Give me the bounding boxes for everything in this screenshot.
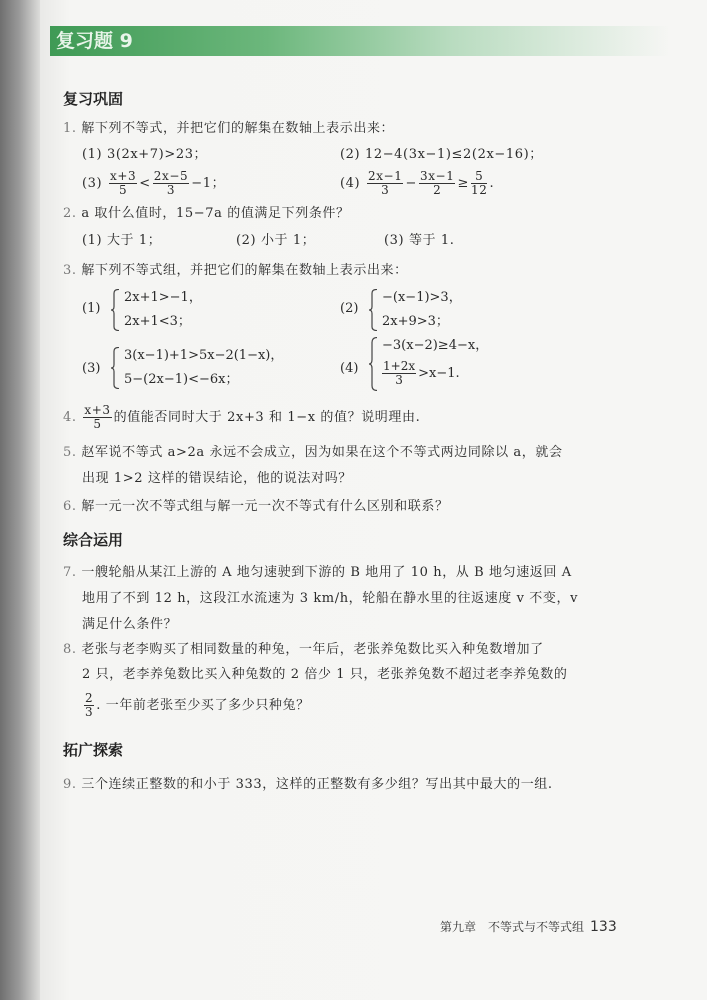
q3-part4-label: (4) <box>340 361 359 376</box>
numerator: 2x−1 <box>367 169 403 183</box>
fraction <box>382 360 416 387</box>
q7-line2: 地用了不到 12 h，这段江水流速为 3 km/h，轮船在静水里的往返速度 v 不变，v <box>82 591 579 606</box>
q7 <box>63 564 572 581</box>
q9 <box>63 776 553 793</box>
q3-part2-line1: −(x−1)>3， <box>382 290 462 305</box>
q3-part1-line2: 2x+1<3； <box>124 314 191 329</box>
q3-part4-line2 <box>380 360 460 387</box>
q-text: a 取什么值时，15−7a 的值满足下列条件？ <box>81 206 350 221</box>
denominator: 5 <box>93 417 102 431</box>
q-number: 6. <box>63 499 77 514</box>
q1-part2: (2) 12−4(3x−1)≤2(2x−16)； <box>340 147 543 162</box>
q-text: 解下列不等式组，并把它们的解集在数轴上表示出来： <box>81 263 408 278</box>
section-review: 复习巩固 <box>63 90 124 108</box>
q2-part3: (3) 等于 1. <box>384 233 455 248</box>
denominator: 3 <box>85 705 94 719</box>
q-text: 老张与老李购买了相同数量的种兔，一年后，老张养兔数比买入种兔数增加了 <box>81 642 544 657</box>
q-text: 三个连续正整数的和小于 333，这样的正整数有多少组？写出其中最大的一组. <box>81 777 553 792</box>
q8-line3 <box>82 692 310 719</box>
section-exploration: 拓广探索 <box>63 741 124 759</box>
q-text: 一艘轮船从某江上游的 A 地匀速驶到下游的 B 地用了 10 h，从 B 地匀速返回 A <box>81 565 572 580</box>
fraction <box>84 692 94 719</box>
q8 <box>63 641 544 658</box>
q2-part2: (2) 小于 1； <box>236 233 316 248</box>
q1-part3 <box>82 170 225 197</box>
q-number: 4. <box>63 410 77 425</box>
q4 <box>63 404 420 431</box>
q-number: 5. <box>63 445 77 460</box>
op: < <box>139 176 151 191</box>
q3-part1-line1: 2x+1>−1， <box>124 290 202 305</box>
brace-icon <box>110 289 120 331</box>
chapter-title: 第九章 不等式与不等式组 <box>440 920 585 934</box>
q8-line2: 2 只，老李养兔数比买入种兔数的 2 倍少 1 只，老张养兔数不超过老李养兔数的 <box>82 667 568 682</box>
tail: −1； <box>191 176 226 191</box>
q-text: 解下列不等式，并把它们的解集在数轴上表示出来： <box>81 121 395 136</box>
q-text: 的值能否同时大于 2x+3 和 1−x 的值？说明理由. <box>113 410 421 425</box>
q-text: 赵军说不等式 a>2a 永远不会成立，因为如果在这个不等式两边同除以 a，就会 <box>81 445 563 460</box>
tail: >x−1. <box>418 366 460 381</box>
denominator: 3 <box>381 183 390 197</box>
q7-line3: 满足什么条件？ <box>82 617 178 632</box>
page-footer <box>440 918 617 936</box>
numerator: x+3 <box>84 403 111 417</box>
q2-part1: (1) 大于 1； <box>82 233 162 248</box>
numerator: 3x−1 <box>419 169 455 183</box>
q6 <box>63 498 449 515</box>
label: (4) <box>340 176 361 191</box>
fraction <box>419 170 456 197</box>
q3-part2-label: (2) <box>340 301 359 316</box>
tail: . <box>489 176 495 191</box>
brace-icon <box>368 289 378 331</box>
q1-part1: (1) 3(2x+7)>23； <box>82 147 208 162</box>
numerator: 2 <box>85 691 94 705</box>
q3 <box>63 262 408 279</box>
section-application: 综合运用 <box>63 531 124 549</box>
denominator: 3 <box>395 373 403 387</box>
denominator: 2 <box>433 183 442 197</box>
label: (3) <box>82 176 103 191</box>
denominator: 12 <box>470 183 488 197</box>
q1 <box>63 120 394 137</box>
op: ≥ <box>457 176 469 191</box>
numerator: 2x−5 <box>153 169 189 183</box>
q-text: 解一元一次不等式组与解一元一次不等式有什么区别和联系？ <box>81 499 449 514</box>
op: − <box>405 176 417 191</box>
q-number: 9. <box>63 777 77 792</box>
denominator: 5 <box>118 183 128 197</box>
fraction <box>109 170 137 197</box>
q-number: 3. <box>63 263 77 278</box>
banner-title: 复习题 9 <box>56 30 133 52</box>
brace-icon <box>368 337 378 391</box>
q3-part1-label: (1) <box>82 301 101 316</box>
numerator: x+3 <box>109 169 137 183</box>
exercise-banner <box>50 26 670 56</box>
q2 <box>63 205 350 222</box>
q3-part3-label: (3) <box>82 361 101 376</box>
numerator: 1+2x <box>383 359 416 373</box>
q-text: . 一年前老张至少买了多少只种兔？ <box>96 698 310 713</box>
fraction <box>471 170 487 197</box>
brace-icon <box>110 347 120 389</box>
q1-part4 <box>340 170 494 197</box>
q-number: 7. <box>63 565 77 580</box>
q-number: 1. <box>63 121 77 136</box>
q3-part3-line2: 5−(2x−1)<−6x； <box>124 372 239 387</box>
fraction <box>367 170 404 197</box>
q-number: 8. <box>63 642 77 657</box>
q5-line2: 出现 1>2 这样的错误结论，他的说法对吗？ <box>82 471 352 486</box>
q-number: 2. <box>63 206 77 221</box>
page-number: 133 <box>590 919 617 935</box>
denominator: 3 <box>166 183 176 197</box>
fraction <box>153 170 190 197</box>
numerator: 5 <box>471 170 487 184</box>
q5 <box>63 444 563 461</box>
q3-part4-line1: −3(x−2)≥4−x， <box>382 338 489 353</box>
q3-part2-line2: 2x+9>3； <box>382 314 449 329</box>
fraction <box>83 404 111 431</box>
q3-part3-line1: 3(x−1)+1>5x−2(1−x)， <box>124 348 284 363</box>
